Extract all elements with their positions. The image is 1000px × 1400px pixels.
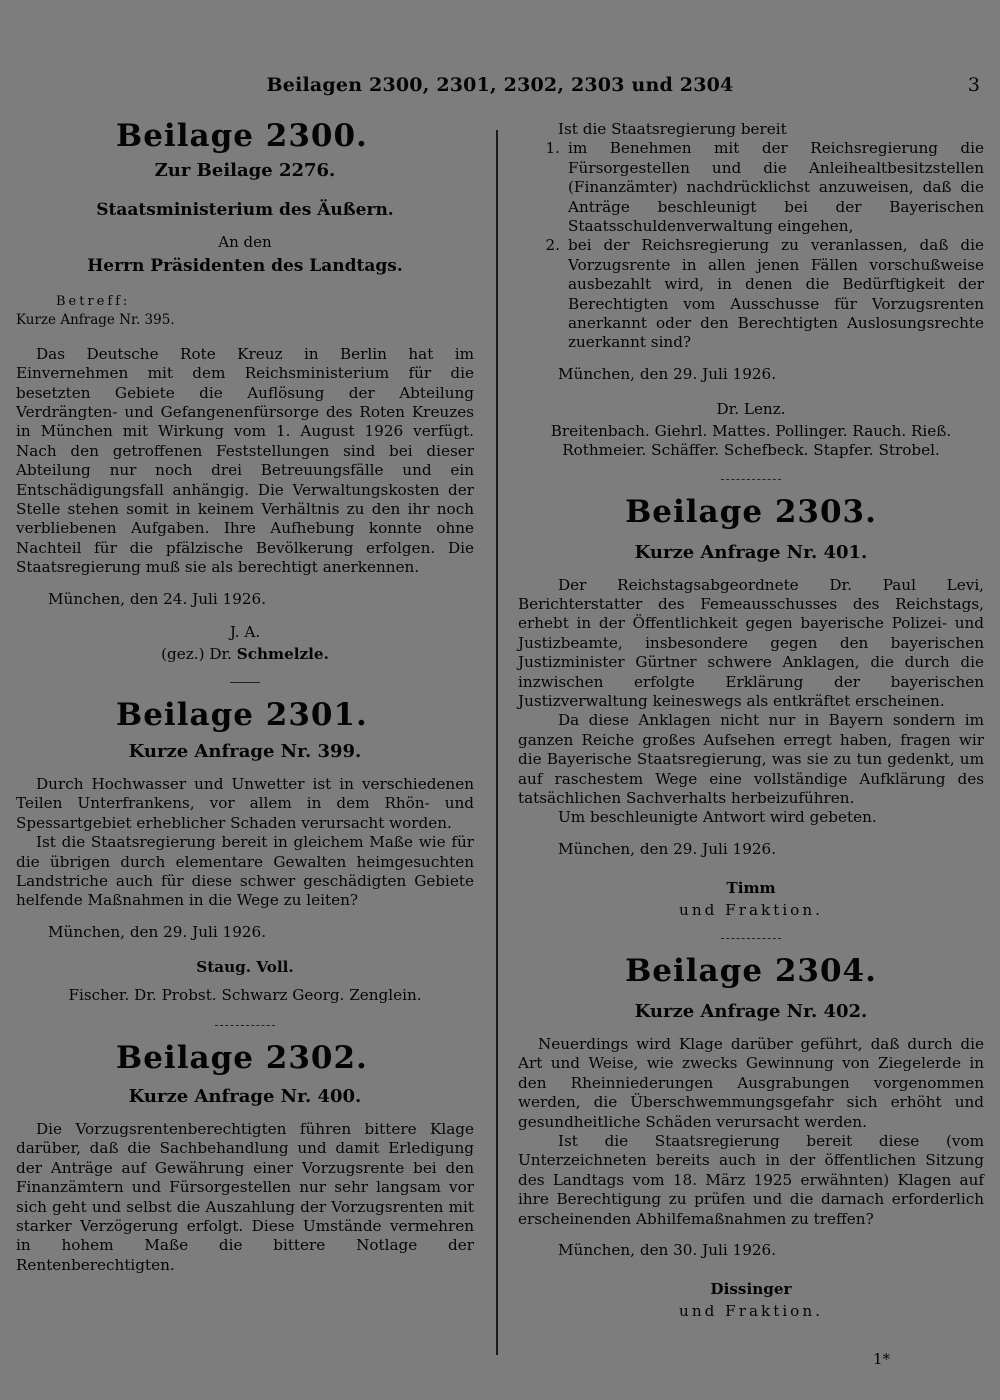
right-column [518, 120, 984, 1321]
beilage-2301-para-1: Durch Hochwasser und Unwetter ist in verschiedenen Teilen Unterfrankens, vor allem in dem Rhön- und Spessartgebiet erheblicher Schaden verursacht worden. [16, 774, 474, 832]
beilage-2303-date: München, den 29. Juli 1926. [558, 839, 777, 858]
list-item-number: 2. [545, 236, 560, 255]
address-line-1: An den [218, 233, 272, 251]
beilage-2303-subtitle: Kurze Anfrage Nr. 401. [634, 541, 868, 563]
beilage-2303-signature: Timm [726, 879, 776, 898]
beilage-2304-para-1: Neuerdings wird Klage darüber geführt, daß durch die Art und Weise, wie zwecks Gewinnung von Ziegelerde in den Rheinniederungen Ausgrabungen vorgenommen werden, die Überschwemmungsgefahr sich erhöht und gesundheitliche Schäden verursacht werden. [518, 1035, 984, 1131]
beilage-2302-date: München, den 29. Juli 1926. [558, 364, 777, 383]
beilage-2301-title: Beilage 2301. [116, 696, 368, 733]
betreff-text: Kurze Anfrage Nr. 395. [16, 312, 175, 329]
address-line-2: Herrn Präsidenten des Landtags. [87, 256, 403, 276]
running-header: Beilagen 2300, 2301, 2302, 2303 und 2304 [266, 74, 734, 96]
beilage-2304-signature: Dissinger [710, 1280, 792, 1299]
beilage-2301-subtitle: Kurze Anfrage Nr. 399. [128, 740, 362, 762]
section-separator [721, 479, 781, 480]
beilage-2303-fraction: und Fraktion. [679, 900, 823, 919]
section-beilage-2304 [518, 953, 984, 1321]
beilage-2304-date: München, den 30. Juli 1926. [558, 1241, 777, 1260]
signature-schmelzle [16, 645, 474, 664]
column-divider [496, 130, 498, 1355]
section-beilage-2301 [16, 697, 474, 1005]
beilage-2303-para-2: Da diese Anklagen nicht nur in Bayern sondern im ganzen Reiche großes Aufsehen erregt haben, fragen wir die Bayerische Staatsregierung, was sie zu tun gedenkt, um auf raschestem Wege eine vollständige Aufklärung des tatsächlichen Sachverhalts herbeizuführen. [518, 711, 984, 807]
list-item-text: im Benehmen mit der Reichsregierung die Fürsorgestellen und die Anleihealtbesitzstellen (Finanzämter) nachdrücklichst anzuweisen, daß die Anträge beschleunigt bei der Bayerischen Staatsschuldenverwaltung eingehen, [568, 139, 984, 236]
beilage-2301-para-2: Ist die Staatsregierung bereit in gleichem Maße wie für die übrigen durch elementare Gewalten heimgesuchten Landstriche auch für diese schwer geschädigten Gebiete helfende Maßnahmen in die Wege zu leiten? [16, 833, 474, 910]
beilage-2300-title: Beilage 2300. [116, 118, 368, 154]
beilage-2300-date: München, den 24. Juli 1926. [48, 589, 267, 608]
beilage-2302-intro: Ist die Staatsregierung bereit [558, 120, 787, 138]
signature-prefix: (gez.) Dr. [161, 644, 232, 663]
section-separator [721, 938, 781, 939]
beilage-2304-para-2: Ist die Staatsregierung bereit diese (vom Unterzeichneten bereits auch in der öffentlichen Sitzung des Landtags vom 18. März 1925 erwähnten) Klagen auf ihre Berechtigung zu prüfen und die darnach erforderlich erscheinenden Abhilfemaßnahmen zu treffen? [518, 1132, 984, 1228]
section-beilage-2302-continued [518, 120, 984, 461]
section-separator [215, 1025, 275, 1026]
beilage-2301-signature: Staug. Voll. [196, 958, 294, 977]
signature-name: Schmelzle. [236, 644, 329, 663]
beilage-2302-title: Beilage 2302. [116, 1039, 368, 1076]
beilage-2303-para-1: Der Reichstagsabgeordnete Dr. Paul Levi, Berichterstatter des Femeausschusses des Reichstags, erhebt in der Öffentlichkeit gegen bayerische Polizei- und Justizbeamte, insbesondere gegen den bayerischen Justizminister Gürtner schwere Anklagen, die durch die inzwischen erfolgte Erklärung der bayerischen Justizverwaltung keineswegs als entkräftet erscheinen. [518, 575, 984, 710]
section-beilage-2303 [518, 494, 984, 921]
beilage-2301-names: Fischer. Dr. Probst. Schwarz Georg. Zenglein. [68, 985, 422, 1004]
beilage-2302-names: Breitenbach. Giehrl. Mattes. Pollinger. Rauch. Rieß. Rothmeier. Schäffer. Schefbeck. Stapfer. Strobel. [550, 421, 952, 460]
beilage-2301-date: München, den 29. Juli 1926. [48, 922, 267, 941]
beilage-2304-subtitle: Kurze Anfrage Nr. 402. [634, 1001, 868, 1022]
signature-ja: J. A. [229, 623, 261, 642]
list-item-text: bei der Reichsregierung zu veranlassen, daß die Vorzugsrente in allen jenen Fällen vorschußweise ausbezahlt wird, in denen die Bedürftigkeit der Berechtigten vom Ausschusse für Vorzugsrenten anerkannt oder den Berechtigten Auslosungsrechte zuerkannt sind? [568, 236, 984, 352]
beilage-2300-subtitle: Zur Beilage 2276. [154, 160, 336, 181]
page-number: 3 [967, 74, 980, 96]
beilage-2300-body: Das Deutsche Rote Kreuz in Berlin hat im Einvernehmen mit dem Reichsministerium für die besetzten Gebiete die Auflösung der Abteilung Verdrängten- und Gefangenenfürsorge des Roten Kreuzes in München mit Wirkung vom 1. August 1926 verfügt. Nach den getroffenen Feststellungen sind bei dieser Abteilung nur noch drei Betreuungsfälle und ein Entschädigungsfall anhängig. Die Verwaltungskosten der Stelle stehen somit in keinem Verhältnis zu den ihr noch verbliebenen Aufgaben. Ihre Aufhebung konnte ohne Nachteil für die pfälzische Bevölkerung erfolgen. Die Staatsregierung muß sie als berechtigt anerkennen. [16, 344, 474, 577]
list-item [518, 236, 984, 352]
section-separator [230, 682, 260, 683]
beilage-2303-para-3: Um beschleunigte Antwort wird gebeten. [558, 808, 877, 827]
beilage-2304-fraction: und Fraktion. [679, 1301, 823, 1320]
beilage-2302-subtitle: Kurze Anfrage Nr. 400. [128, 1085, 362, 1107]
section-beilage-2300 [16, 118, 474, 664]
signature-mark: 1* [872, 1350, 890, 1368]
beilage-2303-title: Beilage 2303. [625, 493, 877, 530]
list-item [518, 139, 984, 236]
betreff-label: Betreff: [56, 294, 131, 309]
beilage-2302-para-1: Die Vorzugsrentenberechtigten führen bittere Klage darüber, daß die Sachbehandlung und damit Erledigung der Anträge auf Gewährung einer Vorzugsrente bei den Finanzämtern und Fürsorgestellen nur sehr langsam vor sich geht und selbst die Auszahlung der Vorzugsrenten mit starker Verzögerung erfolgt. Diese Umstände vermehren in hohem Maße die bittere Notlage der Rentenberechtigten. [16, 1119, 474, 1274]
list-item-number: 1. [545, 139, 560, 158]
left-column [16, 118, 474, 1275]
beilage-2304-title: Beilage 2304. [625, 953, 877, 989]
section-beilage-2302 [16, 1040, 474, 1275]
beilage-2302-signature: Dr. Lenz. [716, 400, 786, 419]
ministry-name: Staatsministerium des Äußern. [96, 200, 394, 220]
